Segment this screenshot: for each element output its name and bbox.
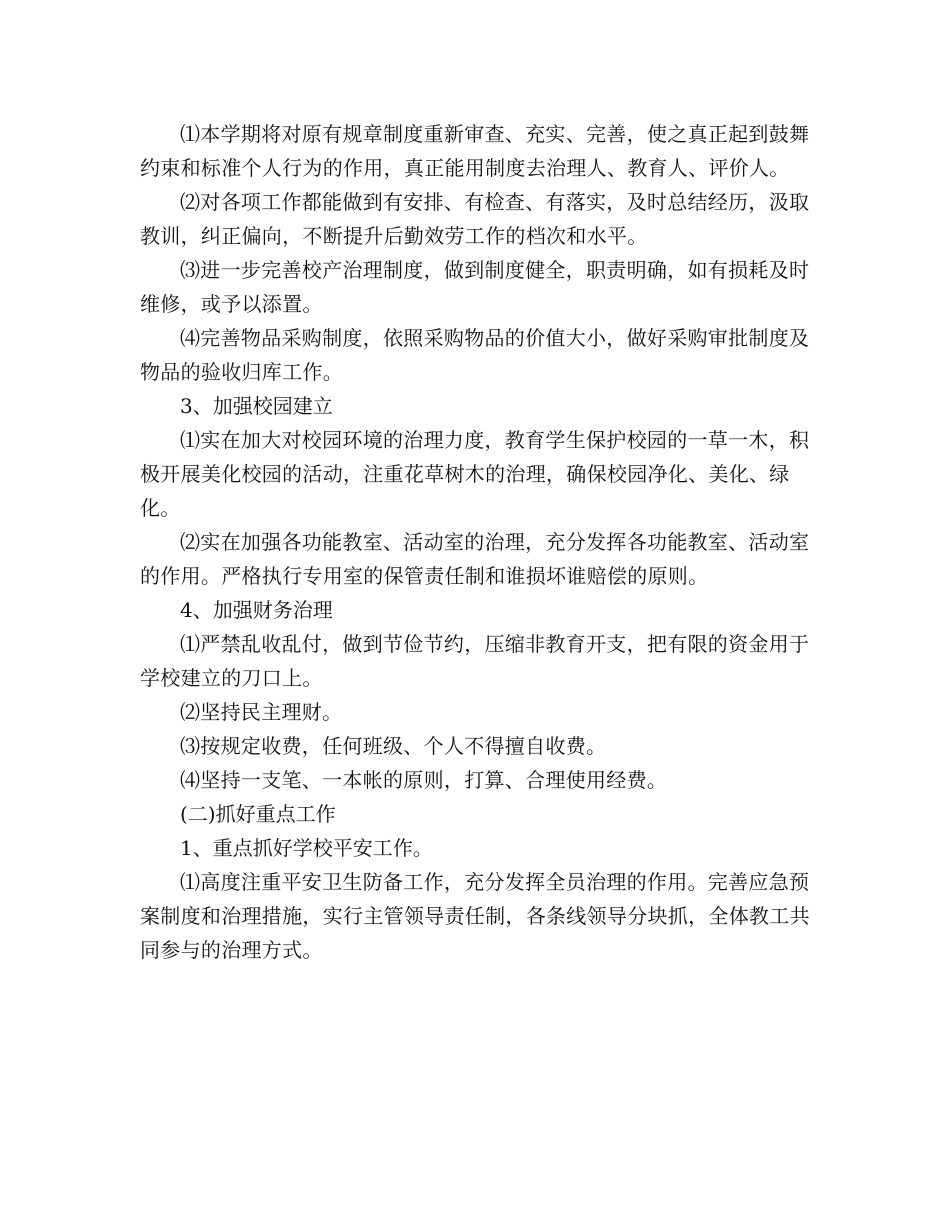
- document-body: [140, 117, 820, 967]
- paragraph-1: ⑴本学期将对原有规章制度重新审查、充实、完善，使之真正起到鼓舞约束和标准个人行为的作用，真正能用制度去治理人、教育人、评价人。: [140, 122, 810, 180]
- paragraph-3: ⑶进一步完善校产治理制度，做到制度健全，职责明确，如有损耗及时维修，或予以添置。: [140, 258, 810, 316]
- paragraph-7: ⑴严禁乱收乱付，做到节俭节约，压缩非教育开支，把有限的资金用于学校建立的刀口上。: [140, 632, 810, 690]
- paragraph-4: ⑷完善物品采购制度，依照采购物品的价值大小，做好采购审批制度及物品的验收归库工作。: [140, 326, 810, 384]
- section-heading-key-work: (二)抓好重点工作: [180, 802, 336, 826]
- section-heading-safety: 1、重点抓好学校平安工作。: [180, 836, 433, 860]
- paragraph-5: ⑴实在加大对校园环境的治理力度，教育学生保护校园的一草一木，积极开展美化校园的活动，注重花草树木的治理，确保校园净化、美化、绿化。: [140, 428, 810, 520]
- section-heading-finance: 4、加强财务治理: [180, 598, 333, 622]
- paragraph-8: ⑵坚持民主理财。: [180, 700, 343, 724]
- paragraph-10: ⑷坚持一支笔、一本帐的原则，打算、合理使用经费。: [180, 768, 668, 792]
- paragraph-9: ⑶按规定收费，任何班级、个人不得擅自收费。: [180, 734, 607, 758]
- section-heading-campus: 3、加强校园建立: [180, 394, 333, 418]
- paragraph-6: ⑵实在加强各功能教室、活动室的治理，充分发挥各功能教室、活动室的作用。严格执行专用室的保管责任制和谁损坏谁赔偿的原则。: [140, 530, 810, 588]
- paragraph-2: ⑵对各项工作都能做到有安排、有检查、有落实，及时总结经历，汲取教训，纠正偏向，不断提升后勤效劳工作的档次和水平。: [140, 190, 810, 248]
- paragraph-11: ⑴高度注重平安卫生防备工作，充分发挥全员治理的作用。完善应急预案制度和治理措施，实行主管领导责任制，各条线领导分块抓，全体教工共同参与的治理方式。: [140, 870, 810, 962]
